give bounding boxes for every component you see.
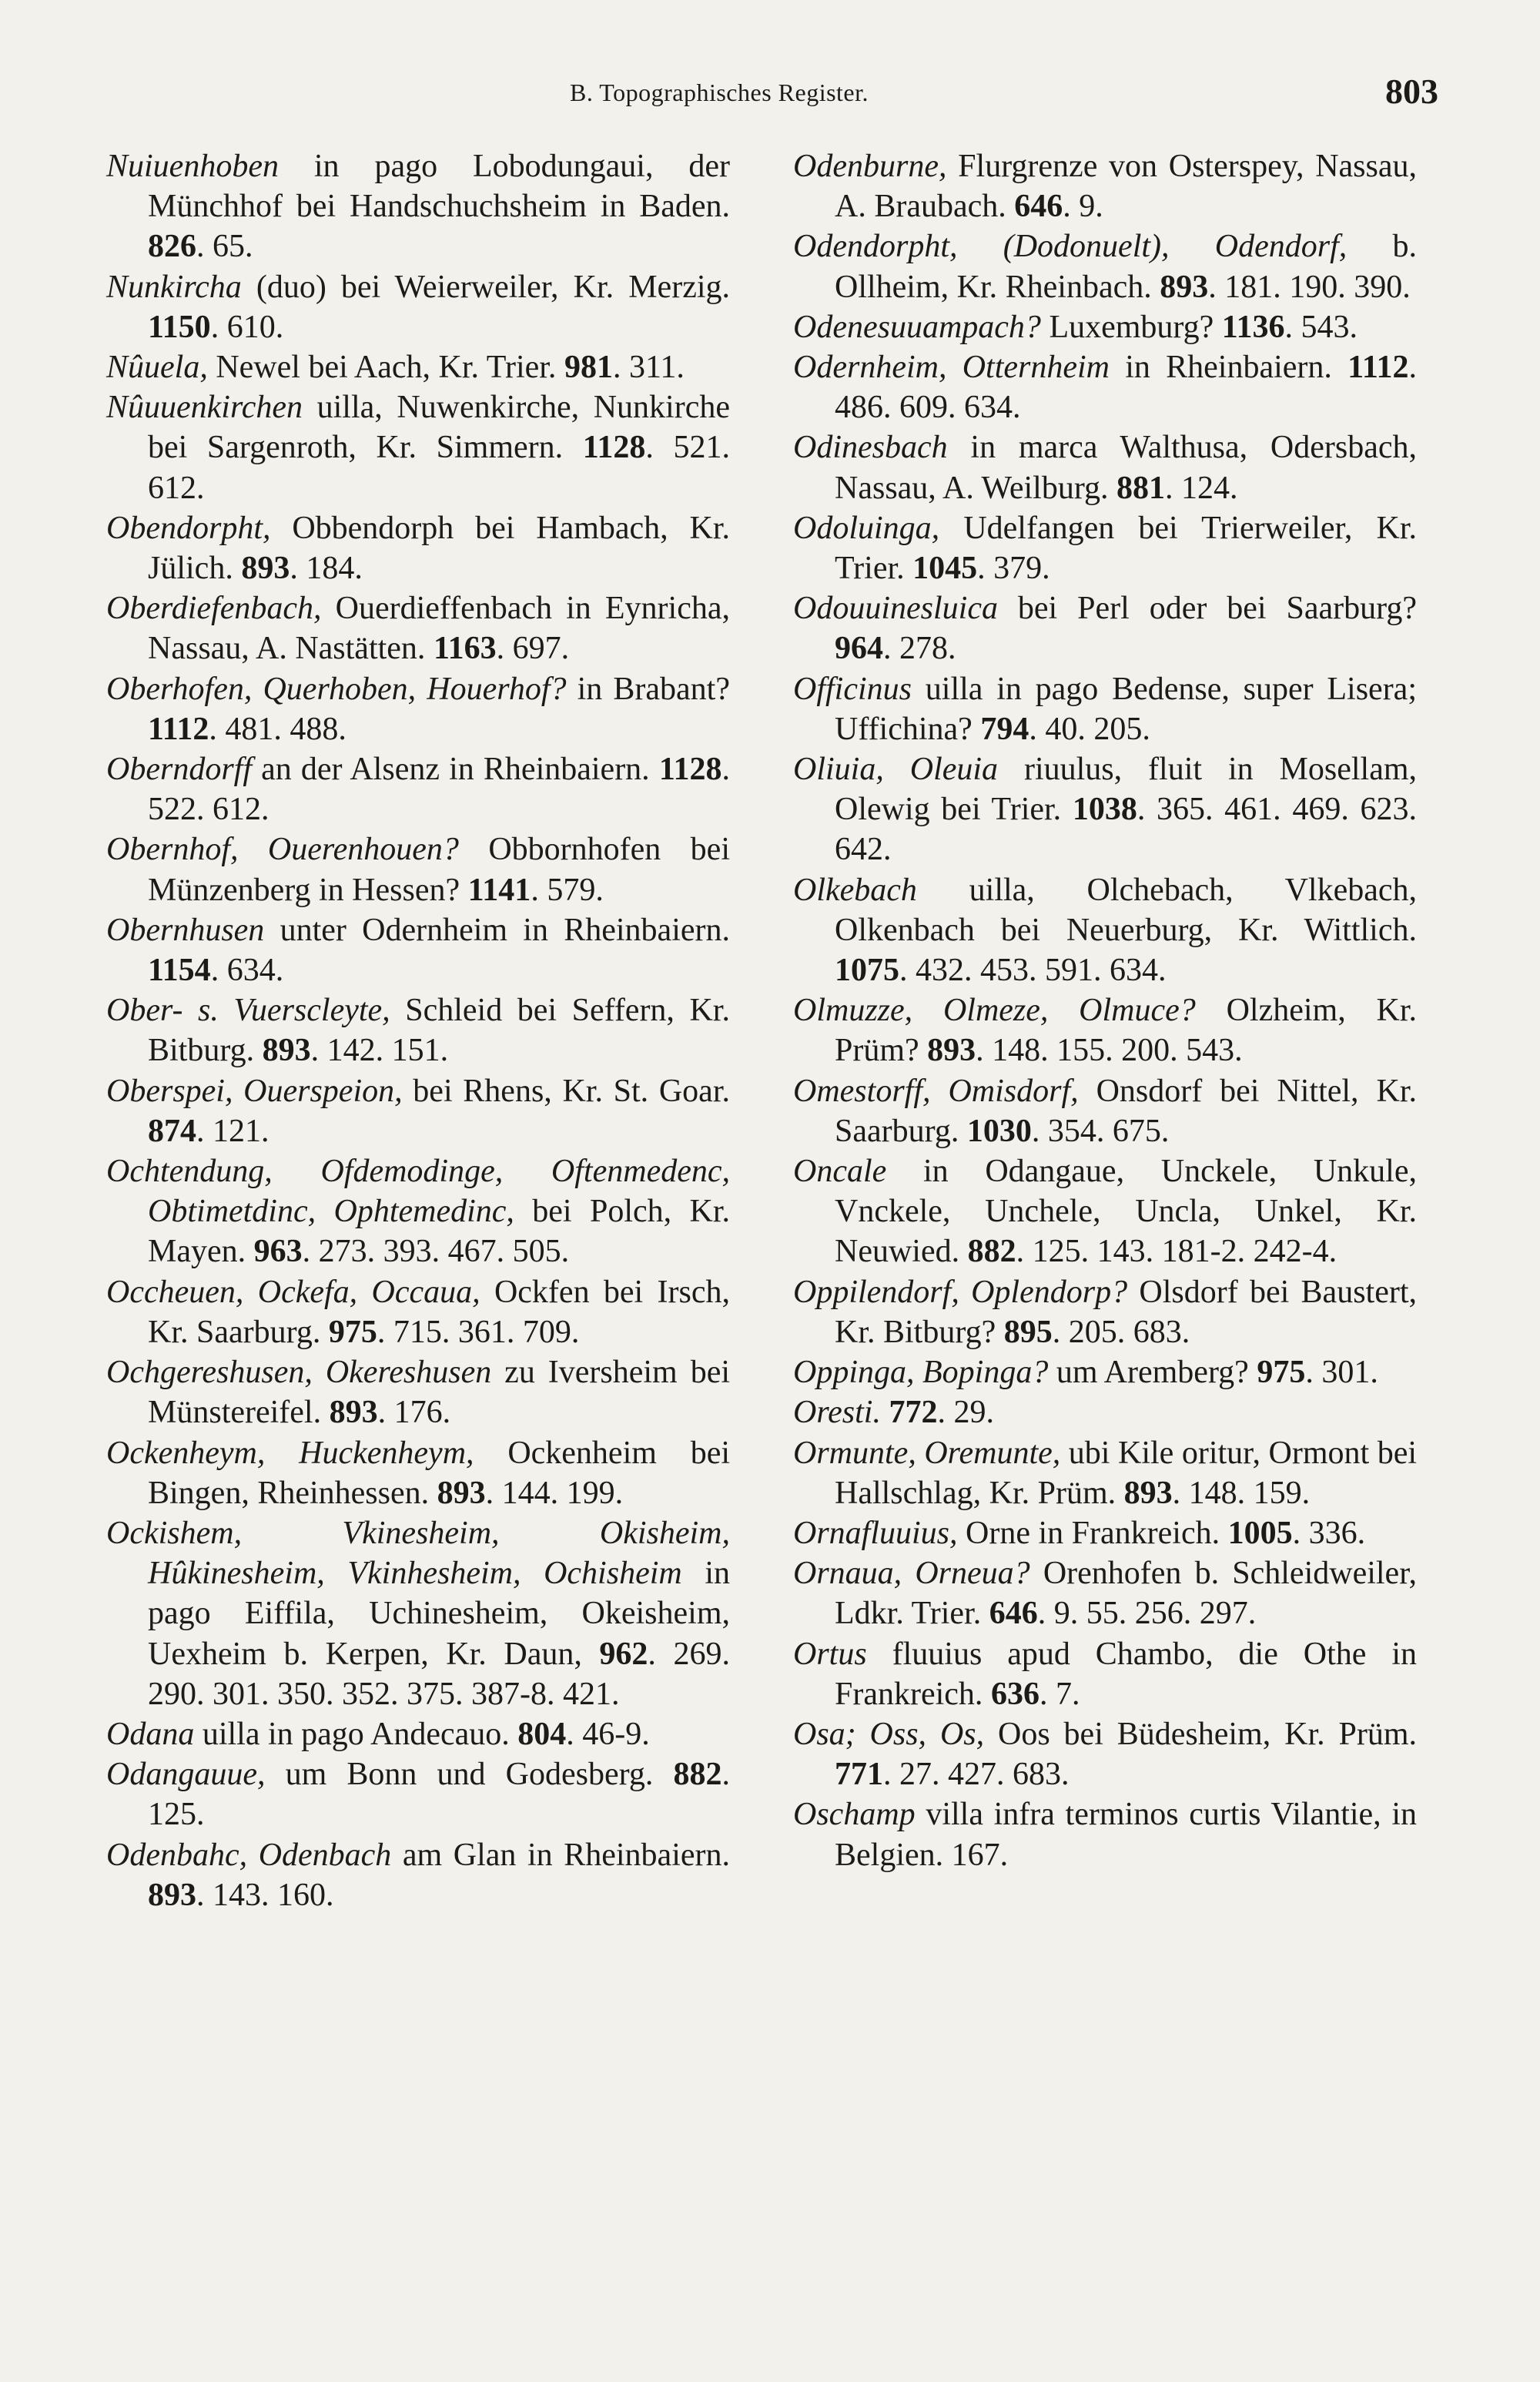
entry-place-name: Olmuzze, Olmeze, Olmuce? [793, 993, 1196, 1029]
entry-page-refs: . 634. [210, 953, 284, 989]
entry-place-name: Oppinga, Bopinga? [793, 1355, 1049, 1391]
register-entry [106, 347, 730, 387]
entry-place-name: Ockenheym, Huckenheym, [106, 1435, 474, 1471]
register-entry [106, 749, 730, 829]
entry-document-number: 1005 [1227, 1515, 1293, 1551]
entry-page-refs: . 522. 612. [148, 752, 731, 828]
entry-page-refs: . 27. 427. 683. [883, 1757, 1070, 1793]
entry-page-refs: . 521. 612. [148, 430, 731, 506]
entry-place-name: Odouuinesluica [793, 591, 998, 627]
entry-description: in Odangaue, Unckele, Unkule, Vnckele, Unchele, Uncla, Unkel, Kr. Neuwied. [835, 1154, 1417, 1270]
register-entry [793, 307, 1417, 347]
entry-description: Olsdorf bei Baustert, Kr. Bitburg? [835, 1274, 1418, 1350]
entry-description: in pago Eiffila, Uchinesheim, Okeisheim, Uexheim b. Kerpen, Kr. Daun, [148, 1556, 730, 1672]
entry-description: Onsdorf bei Nittel, Kr. Saarburg. [835, 1073, 1417, 1149]
register-entry [106, 267, 730, 347]
entry-place-name: Odinesbach [793, 430, 948, 466]
entry-page-refs: . 148. 155. 200. 543. [976, 1033, 1243, 1069]
register-entry [793, 1151, 1417, 1272]
register-entry [106, 1513, 730, 1714]
register-entry [793, 990, 1417, 1070]
register-entry [793, 588, 1417, 668]
entry-place-name: Obendorpht, [106, 510, 271, 546]
entry-document-number: 893 [262, 1033, 311, 1069]
entry-description: b. Ollheim, Kr. Rheinbach. [835, 229, 1417, 305]
register-entry [793, 1553, 1417, 1633]
entry-document-number: 1030 [966, 1113, 1032, 1149]
entry-place-name: Osa; Oss, Os, [793, 1716, 985, 1752]
register-entry [793, 669, 1417, 749]
entry-page-refs: . 40. 205. [1029, 711, 1150, 747]
entry-document-number: 893 [148, 1877, 196, 1913]
entry-description: Ouerdieffenbach in Eynricha, Nassau, A. Nastätten. [148, 591, 730, 667]
entry-page-refs: . 125. 143. 181-2. 242-4. [1016, 1234, 1337, 1270]
entry-place-name: Oppilendorf, Oplendorp? [793, 1274, 1128, 1310]
entry-page-refs: . 486. 609. 634. [835, 350, 1418, 426]
entry-description: an der Alsenz in Rheinbaiern. [252, 752, 650, 788]
entry-page-refs: . 7. [1039, 1676, 1080, 1712]
entry-description: in Rheinbaiern. [1110, 350, 1332, 386]
entry-description: in marca Walthusa, Odersbach, Nassau, A. Weilburg. [835, 430, 1417, 506]
entry-description: uilla in pago Andecauo. [194, 1716, 510, 1752]
entry-place-name: Nûuuenkirchen [106, 390, 303, 426]
entry-description: ubi Kile oritur, Ormont bei Hallschlag, Kr. Prüm. [835, 1435, 1418, 1511]
register-entry [106, 1272, 730, 1352]
entry-document-number: 771 [835, 1757, 883, 1793]
entry-place-name: Ockishem, Vkinesheim, Okisheim, Hûkinesheim, Vkinhesheim, Ochisheim [106, 1515, 730, 1592]
entry-description: villa infra terminos curtis Vilantie, in Belgien. [835, 1797, 1417, 1873]
entry-place-name: Oberspei, Ouerspeion, [106, 1073, 403, 1109]
entry-description: Flurgrenze von Osterspey, Nassau, A. Braubach. [835, 149, 1417, 225]
entry-document-number: 963 [253, 1234, 303, 1270]
right-column [793, 146, 1417, 1875]
entry-document-number: 881 [1116, 470, 1166, 506]
entry-document-number: 1154 [148, 953, 211, 989]
entry-page-refs: . 269. 290. 301. 350. 352. 375. 387-8. 421. [148, 1636, 730, 1712]
entry-place-name: Nuiuenhoben [106, 149, 279, 184]
entry-document-number: 975 [328, 1314, 377, 1350]
register-entry [793, 508, 1417, 588]
entry-document-number: 826 [148, 229, 196, 265]
running-head [0, 71, 1540, 132]
entry-page-refs: . 65. [196, 229, 253, 265]
entry-page-refs: . 379. [977, 551, 1050, 587]
entry-document-number: 1141 [467, 872, 531, 908]
register-entry [106, 1352, 730, 1432]
entry-place-name: Oresti. [793, 1395, 881, 1431]
entry-document-number: 882 [673, 1757, 722, 1793]
register-entry [106, 1151, 730, 1272]
register-entry [793, 1794, 1417, 1874]
entry-description: in Brabant? [566, 671, 730, 707]
register-entry [106, 1071, 730, 1151]
register-entry [793, 226, 1417, 307]
entry-description: Oos bei Büdesheim, Kr. Prüm. [984, 1716, 1418, 1752]
entry-place-name: Occheuen, Ockefa, Occaua, [106, 1274, 480, 1310]
entry-page-refs: . 121. [196, 1113, 270, 1149]
register-entry [793, 1071, 1417, 1151]
register-entry [106, 1433, 730, 1513]
entry-place-name: Odendorpht, (Dodonuelt), Odendorf, [793, 229, 1348, 265]
entry-place-name: Nûuela, [106, 350, 208, 386]
entry-description: Ockenheim bei Bingen, Rheinhessen. [148, 1435, 730, 1511]
entry-page-refs: 167. [951, 1837, 1009, 1873]
entry-document-number: 874 [148, 1113, 196, 1149]
register-entry [106, 387, 730, 508]
entry-description: in pago Lobodungaui, der Münchhof bei Handschuchsheim in Baden. [148, 149, 730, 225]
entry-document-number: 893 [437, 1475, 486, 1511]
entry-description: Luxemburg? [1040, 309, 1214, 345]
entry-page-refs: . 543. [1284, 309, 1358, 345]
entry-page-refs: . 301. [1305, 1355, 1378, 1391]
page-number: 803 [1385, 72, 1438, 111]
entry-page-refs: . 278. [883, 631, 956, 667]
entry-document-number: 893 [329, 1395, 378, 1431]
entry-place-name: Ornaua, Orneua? [793, 1556, 1030, 1592]
entry-description: riuulus, fluit in Mosellam, Olewig bei Trier. [835, 752, 1417, 828]
entry-description: uilla in pago Bedense, super Lisera; Uffichina? [835, 671, 1417, 747]
entry-document-number: 1163 [433, 631, 497, 667]
register-entry [106, 1714, 730, 1754]
register-entry [106, 990, 730, 1070]
entry-description: uilla, Olchebach, Vlkebach, Olkenbach bei Neuerburg, Kr. Wittlich. [835, 872, 1417, 948]
entry-place-name: Oberhofen, Querhoben, Houerhof? [106, 671, 567, 707]
entry-place-name: Oberdiefenbach, [106, 591, 322, 627]
entry-document-number: 964 [835, 631, 883, 667]
entry-description: bei Perl oder bei Saarburg? [997, 591, 1417, 627]
entry-page-refs: . 610. [210, 309, 284, 345]
entry-document-number: 893 [1123, 1475, 1173, 1511]
entry-page-refs: . 144. 199. [485, 1475, 624, 1511]
entry-page-refs: . 142. 151. [310, 1033, 449, 1069]
entry-document-number: 772 [889, 1395, 938, 1431]
entry-page-refs: . 481. 488. [209, 711, 346, 747]
entry-place-name: Ober- s. Vuerscleyte, [106, 993, 390, 1029]
register-entry [106, 588, 730, 668]
entry-page-refs: . 181. 190. 390. [1208, 269, 1411, 305]
entry-document-number: 1075 [835, 953, 899, 989]
entry-description: Ockfen bei Irsch, Kr. Saarburg. [148, 1274, 731, 1350]
register-entry [793, 1714, 1417, 1794]
register-entry [793, 146, 1417, 226]
entry-place-name: Ortus [793, 1636, 867, 1672]
register-entry [793, 1392, 1417, 1432]
entry-description: unter Odernheim in Rheinbaiern. [264, 912, 730, 948]
entry-description: Obbornhofen bei Münzenberg in Hessen? [148, 832, 730, 908]
entry-description: Schleid bei Seffern, Kr. Bitburg. [148, 993, 730, 1069]
entry-document-number: 794 [980, 711, 1029, 747]
entry-description: bei Rhens, Kr. St. Goar. [402, 1073, 730, 1109]
entry-document-number: 893 [927, 1033, 976, 1069]
register-entry [793, 1634, 1417, 1714]
entry-document-number: 1045 [912, 551, 978, 587]
register-entry [793, 347, 1417, 427]
entry-place-name: Ornafluuius, [793, 1515, 958, 1551]
entry-description: fluuius apud Chambo, die Othe in Frankreich. [835, 1636, 1417, 1712]
entry-document-number: 1128 [658, 752, 722, 788]
entry-place-name: Nunkircha [106, 269, 242, 305]
entry-document-number: 1136 [1221, 309, 1285, 345]
entry-page-refs: . 184. [290, 551, 363, 587]
entry-document-number: 981 [564, 350, 613, 386]
entry-description: zu Iversheim bei Münstereifel. [148, 1355, 731, 1431]
register-entry [106, 829, 730, 910]
entry-page-refs: . 715. 361. 709. [377, 1314, 580, 1350]
entry-place-name: Odenesuuampach? [793, 309, 1041, 345]
entry-page-refs: . 125. [148, 1757, 731, 1833]
entry-page-refs: . 205. 683. [1052, 1314, 1190, 1350]
entry-description: um Bonn und Godesberg. [265, 1757, 654, 1793]
entry-page-refs: . 354. 675. [1031, 1113, 1170, 1149]
entry-page-refs: . 148. 159. [1172, 1475, 1311, 1511]
register-entry [793, 1433, 1417, 1513]
entry-document-number: 636 [990, 1676, 1040, 1712]
entry-description: Orne in Frankreich. [957, 1515, 1220, 1551]
entry-page-refs: . 432. 453. 591. 634. [899, 953, 1167, 989]
entry-document-number: 1112 [1348, 350, 1409, 386]
entry-description: Newel bei Aach, Kr. Trier. [207, 350, 557, 386]
entry-place-name: Olkebach [793, 872, 917, 908]
entry-page-refs: . 336. [1292, 1515, 1366, 1551]
entry-document-number: 1112 [148, 711, 209, 747]
entry-place-name: Ochtendung, Ofdemodinge, Oftenmedenc, Obtimetdinc, Ophtemedinc, [106, 1154, 730, 1230]
register-entry [793, 749, 1417, 870]
entry-page-refs: . 46-9. [566, 1716, 650, 1752]
entry-place-name: Odana [106, 1716, 195, 1752]
entry-document-number: 1038 [1072, 792, 1137, 828]
entry-document-number: 893 [241, 551, 290, 587]
entry-description: bei Polch, Kr. Mayen. [148, 1194, 731, 1270]
entry-place-name: Oliuia, Oleuia [793, 752, 999, 788]
entry-page-refs: . 365. 461. 469. 623. 642. [835, 792, 1418, 868]
entry-document-number: 1150 [148, 309, 211, 345]
running-title: B. Topographisches Register. [570, 79, 869, 106]
entry-place-name: Odoluinga, [793, 510, 940, 546]
entry-place-name: Odenburne, [793, 149, 947, 184]
entry-place-name: Obernhusen [106, 912, 265, 948]
entry-page-refs: . 143. 160. [196, 1877, 334, 1913]
entry-page-refs: . 9. [1063, 189, 1103, 225]
entry-page-refs: . 697. [496, 631, 570, 667]
entry-place-name: Ormunte, Oremunte, [793, 1435, 1061, 1471]
entry-place-name: Oncale [793, 1154, 887, 1190]
entry-page-refs: . 176. [377, 1395, 451, 1431]
register-entry [793, 870, 1417, 991]
entry-page-refs: . 29. [937, 1395, 994, 1431]
entry-document-number: 962 [599, 1636, 648, 1672]
register-entry [106, 910, 730, 990]
entry-place-name: Odenbahc, Odenbach [106, 1837, 392, 1873]
entry-description: um Aremberg? [1048, 1355, 1249, 1391]
register-entry [793, 427, 1417, 508]
entry-description: Olzheim, Kr. Prüm? [835, 993, 1417, 1069]
entry-document-number: 893 [1160, 269, 1209, 305]
entry-place-name: Odernheim, Otternheim [793, 350, 1110, 386]
register-entry [793, 1513, 1417, 1553]
entry-document-number: 646 [1014, 189, 1063, 225]
register-entry [106, 508, 730, 588]
left-column [106, 146, 730, 1915]
entry-description: Udelfangen bei Trierweiler, Kr. Trier. [835, 510, 1417, 587]
entry-place-name: Odangauue, [106, 1757, 266, 1793]
entry-place-name: Ochgereshusen, Okereshusen [106, 1355, 492, 1391]
register-entry [106, 1835, 730, 1915]
entry-page-refs: . 579. [531, 872, 604, 908]
entry-description: uilla, Nuwenkirche, Nunkirche bei Sargenroth, Kr. Simmern. [148, 390, 730, 466]
entry-document-number: 804 [517, 1716, 567, 1752]
entry-description: (duo) bei Weierweiler, Kr. Merzig. [241, 269, 730, 305]
entry-document-number: 646 [989, 1596, 1038, 1632]
entry-place-name: Omestorff, Omisdorf, [793, 1073, 1079, 1109]
entry-description: am Glan in Rheinbaiern. [391, 1837, 730, 1873]
entry-document-number: 975 [1257, 1355, 1306, 1391]
entry-page-refs: . 9. 55. 256. 297. [1037, 1596, 1257, 1632]
entry-page-refs: . 311. [612, 350, 685, 386]
entry-description: Obbendorph bei Hambach, Kr. Jülich. [148, 510, 730, 587]
entry-place-name: Oschamp [793, 1797, 916, 1833]
register-entry [106, 146, 730, 267]
register-entry [106, 1754, 730, 1834]
entry-document-number: 1128 [582, 430, 646, 466]
entry-description: Orenhofen b. Schleidweiler, Ldkr. Trier. [835, 1556, 1417, 1632]
entry-document-number: 882 [967, 1234, 1016, 1270]
register-entry [106, 669, 730, 749]
entry-place-name: Oberndorff [106, 752, 252, 788]
entry-page-refs: . 124. [1165, 470, 1238, 506]
register-entry [793, 1272, 1417, 1352]
entry-place-name: Officinus [793, 671, 912, 707]
entry-place-name: Obernhof, Ouerenhouen? [106, 832, 459, 868]
register-entry [793, 1352, 1417, 1392]
entry-page-refs: . 273. 393. 467. 505. [302, 1234, 570, 1270]
entry-document-number: 895 [1003, 1314, 1053, 1350]
